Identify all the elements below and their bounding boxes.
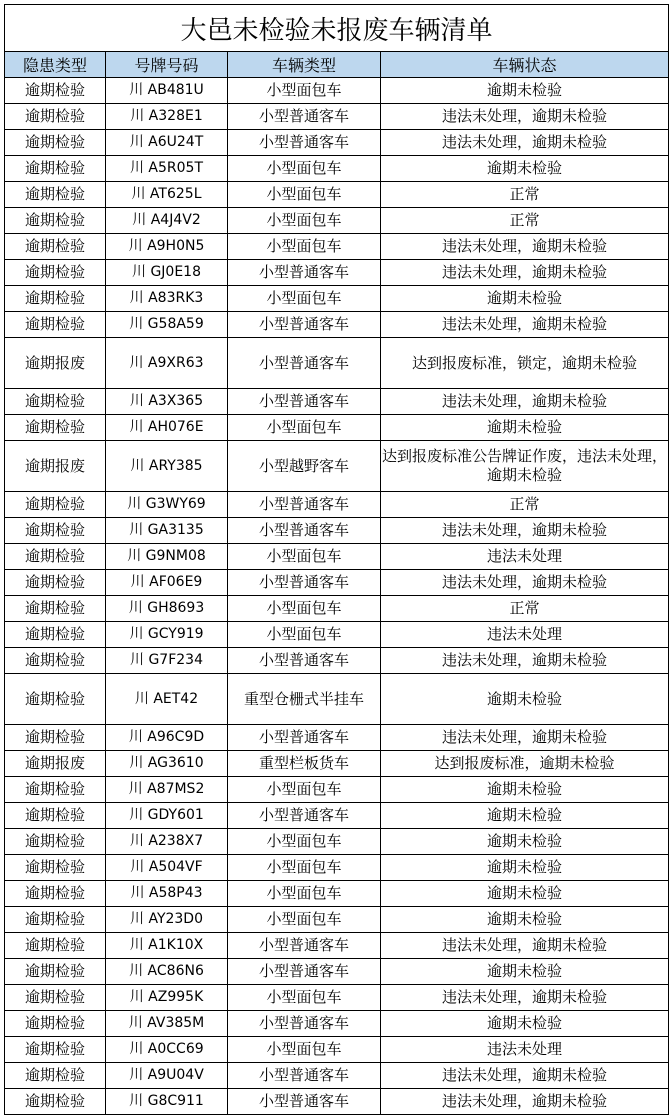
- cell-vehicle-status: 违法未处理: [381, 544, 669, 570]
- cell-plate-number: 川 ARY385: [106, 441, 228, 492]
- cell-vehicle-type: 小型面包车: [228, 208, 381, 234]
- table-row: [5, 234, 669, 260]
- table-row: [5, 1063, 669, 1089]
- cell-hazard-type: 逾期检验: [5, 881, 106, 907]
- cell-hazard-type: 逾期检验: [5, 1011, 106, 1037]
- cell-vehicle-status: 违法未处理，逾期未检验: [381, 725, 669, 751]
- cell-vehicle-status: 逾期未检验: [381, 156, 669, 182]
- cell-vehicle-status: 正常: [381, 492, 669, 518]
- cell-hazard-type: 逾期检验: [5, 518, 106, 544]
- title-row: [5, 5, 669, 52]
- cell-plate-number: 川 A328E1: [106, 104, 228, 130]
- cell-vehicle-type: 小型普通客车: [228, 130, 381, 156]
- cell-hazard-type: 逾期检验: [5, 286, 106, 312]
- cell-plate-number: 川 GH8693: [106, 596, 228, 622]
- cell-hazard-type: 逾期检验: [5, 829, 106, 855]
- cell-vehicle-status: 违法未处理: [381, 1037, 669, 1063]
- table-row: [5, 286, 669, 312]
- cell-plate-number: 川 A6U24T: [106, 130, 228, 156]
- cell-plate-number: 川 G7F234: [106, 648, 228, 674]
- header-row: [5, 52, 669, 78]
- cell-vehicle-type: 小型普通客车: [228, 725, 381, 751]
- cell-plate-number: 川 AB481U: [106, 78, 228, 104]
- table-row: [5, 985, 669, 1011]
- table-row: [5, 78, 669, 104]
- cell-plate-number: 川 AH076E: [106, 415, 228, 441]
- cell-vehicle-type: 小型普通客车: [228, 1011, 381, 1037]
- cell-hazard-type: 逾期检验: [5, 492, 106, 518]
- table-row: [5, 803, 669, 829]
- cell-plate-number: 川 A87MS2: [106, 777, 228, 803]
- cell-hazard-type: 逾期检验: [5, 1063, 106, 1089]
- cell-hazard-type: 逾期检验: [5, 803, 106, 829]
- cell-hazard-type: 逾期报废: [5, 338, 106, 389]
- table-row: [5, 622, 669, 648]
- cell-plate-number: 川 G8C911: [106, 1089, 228, 1115]
- cell-vehicle-type: 小型普通客车: [228, 933, 381, 959]
- cell-vehicle-status: 逾期未检验: [381, 907, 669, 933]
- cell-vehicle-type: 小型普通客车: [228, 338, 381, 389]
- cell-hazard-type: 逾期检验: [5, 933, 106, 959]
- cell-hazard-type: 逾期检验: [5, 648, 106, 674]
- cell-vehicle-status: 逾期未检验: [381, 803, 669, 829]
- cell-hazard-type: 逾期检验: [5, 156, 106, 182]
- cell-vehicle-type: 小型普通客车: [228, 570, 381, 596]
- table-row: [5, 415, 669, 441]
- cell-vehicle-type: 小型普通客车: [228, 648, 381, 674]
- cell-vehicle-type: 小型普通客车: [228, 492, 381, 518]
- cell-hazard-type: 逾期检验: [5, 622, 106, 648]
- cell-hazard-type: 逾期报废: [5, 441, 106, 492]
- cell-vehicle-type: 小型面包车: [228, 1037, 381, 1063]
- cell-vehicle-status: 违法未处理: [381, 622, 669, 648]
- table-row: [5, 492, 669, 518]
- table-body: [5, 78, 669, 1115]
- cell-hazard-type: 逾期检验: [5, 985, 106, 1011]
- table-row: [5, 570, 669, 596]
- cell-vehicle-status: 逾期未检验: [381, 829, 669, 855]
- cell-hazard-type: 逾期检验: [5, 725, 106, 751]
- table-row: [5, 208, 669, 234]
- table-row: [5, 881, 669, 907]
- cell-plate-number: 川 A58P43: [106, 881, 228, 907]
- cell-hazard-type: 逾期检验: [5, 959, 106, 985]
- cell-plate-number: 川 AC86N6: [106, 959, 228, 985]
- cell-hazard-type: 逾期检验: [5, 182, 106, 208]
- column-header-plate: 号牌号码: [106, 52, 228, 78]
- table-row: [5, 182, 669, 208]
- cell-plate-number: 川 A5R05T: [106, 156, 228, 182]
- cell-vehicle-type: 小型面包车: [228, 829, 381, 855]
- cell-vehicle-status: 违法未处理，逾期未检验: [381, 648, 669, 674]
- cell-hazard-type: 逾期检验: [5, 1037, 106, 1063]
- cell-vehicle-type: 小型普通客车: [228, 803, 381, 829]
- table-row: [5, 156, 669, 182]
- cell-plate-number: 川 AG3610: [106, 751, 228, 777]
- cell-plate-number: 川 G3WY69: [106, 492, 228, 518]
- cell-plate-number: 川 A1K10X: [106, 933, 228, 959]
- cell-vehicle-status: 逾期未检验: [381, 855, 669, 881]
- cell-hazard-type: 逾期报废: [5, 751, 106, 777]
- table-row: [5, 674, 669, 725]
- cell-plate-number: 川 AV385M: [106, 1011, 228, 1037]
- cell-vehicle-type: 小型普通客车: [228, 389, 381, 415]
- cell-hazard-type: 逾期检验: [5, 312, 106, 338]
- table-row: [5, 130, 669, 156]
- cell-vehicle-status: 达到报废标准，锁定，逾期未检验: [381, 338, 669, 389]
- cell-vehicle-type: 小型面包车: [228, 855, 381, 881]
- table-row: [5, 777, 669, 803]
- cell-vehicle-status: 违法未处理，逾期未检验: [381, 570, 669, 596]
- table-row: [5, 751, 669, 777]
- cell-vehicle-status: 逾期未检验: [381, 286, 669, 312]
- cell-plate-number: 川 AF06E9: [106, 570, 228, 596]
- cell-vehicle-type: 小型面包车: [228, 596, 381, 622]
- table-row: [5, 959, 669, 985]
- cell-plate-number: 川 AZ995K: [106, 985, 228, 1011]
- cell-vehicle-type: 小型普通客车: [228, 1063, 381, 1089]
- cell-hazard-type: 逾期检验: [5, 1089, 106, 1115]
- cell-vehicle-status: 违法未处理，逾期未检验: [381, 130, 669, 156]
- cell-plate-number: 川 A9H0N5: [106, 234, 228, 260]
- cell-vehicle-type: 小型面包车: [228, 881, 381, 907]
- cell-vehicle-type: 小型面包车: [228, 415, 381, 441]
- cell-vehicle-status: 正常: [381, 596, 669, 622]
- cell-vehicle-type: 小型面包车: [228, 544, 381, 570]
- table-row: [5, 260, 669, 286]
- cell-vehicle-type: 小型面包车: [228, 907, 381, 933]
- cell-hazard-type: 逾期检验: [5, 596, 106, 622]
- cell-plate-number: 川 A504VF: [106, 855, 228, 881]
- cell-plate-number: 川 G9NM08: [106, 544, 228, 570]
- table-row: [5, 544, 669, 570]
- cell-vehicle-status: 违法未处理，逾期未检验: [381, 1089, 669, 1115]
- table-row: [5, 829, 669, 855]
- cell-vehicle-type: 小型越野客车: [228, 441, 381, 492]
- cell-vehicle-type: 小型面包车: [228, 286, 381, 312]
- table-row: [5, 441, 669, 492]
- cell-vehicle-status: 逾期未检验: [381, 881, 669, 907]
- cell-hazard-type: 逾期检验: [5, 130, 106, 156]
- cell-vehicle-status: 违法未处理，逾期未检验: [381, 389, 669, 415]
- table-row: [5, 518, 669, 544]
- cell-hazard-type: 逾期检验: [5, 777, 106, 803]
- cell-vehicle-type: 小型面包车: [228, 777, 381, 803]
- cell-hazard-type: 逾期检验: [5, 208, 106, 234]
- cell-hazard-type: 逾期检验: [5, 544, 106, 570]
- sheet-title: 大邑未检验未报废车辆清单: [5, 5, 669, 52]
- cell-hazard-type: 逾期检验: [5, 674, 106, 725]
- cell-vehicle-type: 小型普通客车: [228, 518, 381, 544]
- table-row: [5, 933, 669, 959]
- cell-vehicle-status: 违法未处理，逾期未检验: [381, 1063, 669, 1089]
- cell-hazard-type: 逾期检验: [5, 78, 106, 104]
- vehicle-table: [4, 4, 669, 1115]
- table-row: [5, 1037, 669, 1063]
- cell-hazard-type: 逾期检验: [5, 855, 106, 881]
- cell-plate-number: 川 AY23D0: [106, 907, 228, 933]
- cell-plate-number: 川 GCY919: [106, 622, 228, 648]
- cell-vehicle-status: 逾期未检验: [381, 777, 669, 803]
- cell-vehicle-type: 重型仓栅式半挂车: [228, 674, 381, 725]
- table-row: [5, 312, 669, 338]
- cell-vehicle-type: 小型面包车: [228, 622, 381, 648]
- cell-vehicle-type: 小型面包车: [228, 234, 381, 260]
- cell-hazard-type: 逾期检验: [5, 907, 106, 933]
- cell-plate-number: 川 A96C9D: [106, 725, 228, 751]
- cell-plate-number: 川 A9U04V: [106, 1063, 228, 1089]
- cell-plate-number: 川 GJ0E18: [106, 260, 228, 286]
- cell-plate-number: 川 AET42: [106, 674, 228, 725]
- cell-vehicle-type: 小型普通客车: [228, 312, 381, 338]
- cell-hazard-type: 逾期检验: [5, 104, 106, 130]
- cell-vehicle-status: 逾期未检验: [381, 959, 669, 985]
- table-row: [5, 648, 669, 674]
- cell-vehicle-status: 违法未处理，逾期未检验: [381, 985, 669, 1011]
- cell-hazard-type: 逾期检验: [5, 415, 106, 441]
- cell-vehicle-type: 小型普通客车: [228, 1089, 381, 1115]
- cell-vehicle-type: 小型普通客车: [228, 959, 381, 985]
- cell-vehicle-type: 小型面包车: [228, 182, 381, 208]
- cell-vehicle-type: 小型面包车: [228, 78, 381, 104]
- table-row: [5, 596, 669, 622]
- cell-plate-number: 川 A238X7: [106, 829, 228, 855]
- column-header-vehicle-type: 车辆类型: [228, 52, 381, 78]
- cell-hazard-type: 逾期检验: [5, 570, 106, 596]
- cell-vehicle-type: 小型面包车: [228, 156, 381, 182]
- cell-vehicle-type: 小型面包车: [228, 985, 381, 1011]
- cell-plate-number: 川 A4J4V2: [106, 208, 228, 234]
- cell-vehicle-status: 违法未处理，逾期未检验: [381, 518, 669, 544]
- cell-plate-number: 川 AT625L: [106, 182, 228, 208]
- table-row: [5, 389, 669, 415]
- table-row: [5, 1011, 669, 1037]
- cell-vehicle-status: 达到报废标准公告牌证作废，违法未处理，逾期未检验: [381, 441, 669, 492]
- column-header-status: 车辆状态: [381, 52, 669, 78]
- table-row: [5, 907, 669, 933]
- cell-plate-number: 川 A0CC69: [106, 1037, 228, 1063]
- cell-plate-number: 川 GA3135: [106, 518, 228, 544]
- cell-vehicle-status: 逾期未检验: [381, 415, 669, 441]
- column-header-hazard: 隐患类型: [5, 52, 106, 78]
- vehicle-list-sheet: [4, 4, 668, 1115]
- cell-hazard-type: 逾期检验: [5, 260, 106, 286]
- cell-vehicle-type: 重型栏板货车: [228, 751, 381, 777]
- table-row: [5, 338, 669, 389]
- table-row: [5, 855, 669, 881]
- cell-vehicle-type: 小型普通客车: [228, 104, 381, 130]
- cell-vehicle-status: 正常: [381, 208, 669, 234]
- table-row: [5, 725, 669, 751]
- cell-plate-number: 川 A83RK3: [106, 286, 228, 312]
- cell-vehicle-type: 小型普通客车: [228, 260, 381, 286]
- cell-vehicle-status: 达到报废标准，逾期未检验: [381, 751, 669, 777]
- cell-vehicle-status: 违法未处理，逾期未检验: [381, 312, 669, 338]
- cell-vehicle-status: 逾期未检验: [381, 78, 669, 104]
- cell-hazard-type: 逾期检验: [5, 389, 106, 415]
- cell-vehicle-status: 违法未处理，逾期未检验: [381, 234, 669, 260]
- cell-vehicle-status: 逾期未检验: [381, 1011, 669, 1037]
- cell-plate-number: 川 A3X365: [106, 389, 228, 415]
- table-row: [5, 104, 669, 130]
- cell-plate-number: 川 G58A59: [106, 312, 228, 338]
- cell-vehicle-status: 逾期未检验: [381, 674, 669, 725]
- cell-vehicle-status: 违法未处理，逾期未检验: [381, 104, 669, 130]
- cell-plate-number: 川 GDY601: [106, 803, 228, 829]
- cell-vehicle-status: 违法未处理，逾期未检验: [381, 260, 669, 286]
- cell-plate-number: 川 A9XR63: [106, 338, 228, 389]
- cell-vehicle-status: 正常: [381, 182, 669, 208]
- cell-hazard-type: 逾期检验: [5, 234, 106, 260]
- cell-vehicle-status: 违法未处理，逾期未检验: [381, 933, 669, 959]
